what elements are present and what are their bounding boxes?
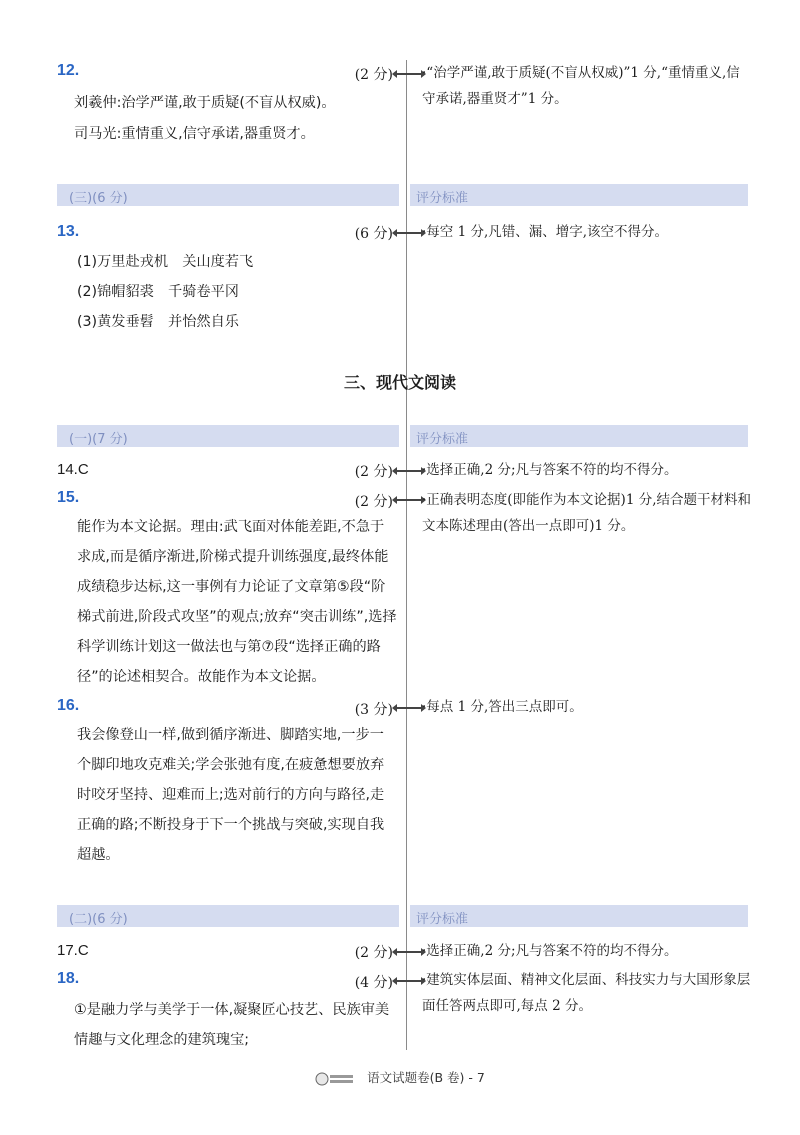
question-16-criteria: ·每点 1 分,答出三点即可。	[422, 699, 583, 715]
question-18-number: 18.	[57, 970, 80, 987]
criteria-band-b-label: 评分标准	[416, 912, 469, 927]
double-arrow-icon	[396, 73, 422, 75]
section-band-a-label: (一)(7 分)	[69, 432, 128, 447]
question-15-criteria: ·正确表明态度(即能作为本文论据)1 分,结合题干材料和文本陈述理由(答出一点即可)1 分。	[422, 492, 751, 534]
question-16-answer: 我会像登山一样,做到循序渐进、脚踏实地,一步一个脚印地攻克难关;学会张弛有度,在疲惫想要放弃时咬牙坚持、迎难而上;选对前行的方向与路径,走正确的路;不断投身于下一个挑战与突破,实现自我超越。	[77, 727, 385, 863]
question-12-number: 12.	[57, 62, 80, 79]
footer-page-label: 语文试题卷(B 卷) - 7	[367, 1070, 485, 1085]
question-15-answer: 能作为本文论据。理由:武飞面对体能差距,不急于求成,而是循序渐进,阶梯式提升训练强度,最终体能成绩稳步达标,这一事例有力论证了文章第⑤段“阶梯式前进,阶段式攻坚”的观点;放弃“突击训练”,选择科学训练计划这一做法也与第⑦段“选择正确的路径”的论述相契合。故能作为本文论据。	[77, 519, 397, 685]
question-13-number: 13.	[57, 223, 80, 240]
question-12-criteria: ·“治学严谨,敢于质疑(不盲从权威)”1 分,“重情重义,信守承诺,器重贤才”1 分。	[422, 65, 740, 107]
criteria-band-3-label: 评分标准	[416, 191, 469, 206]
question-18-score: (4 分)	[354, 975, 393, 991]
section-band-3-label: (三)(6 分)	[69, 191, 128, 206]
criteria-band-a	[410, 425, 748, 447]
section-band-b	[57, 905, 399, 927]
question-13-answer-2: (2)锦帽貂裘 千骑卷平冈	[77, 284, 239, 300]
question-14-score: (2 分)	[354, 464, 393, 480]
double-arrow-icon	[396, 951, 422, 953]
question-13-criteria: ·每空 1 分,凡错、漏、增字,该空不得分。	[422, 224, 669, 240]
criteria-band-b	[410, 905, 748, 927]
question-18-answer: ①是融力学与美学于一体,凝聚匠心技艺、民族审美情趣与文化理念的建筑瑰宝;	[74, 1002, 390, 1048]
question-12-answer-line-2: 司马光:重情重义,信守承诺,器重贤才。	[74, 126, 315, 142]
question-13-answer-3: (3)黄发垂髫 并怡然自乐	[77, 314, 239, 330]
section-band-a	[57, 425, 399, 447]
double-arrow-icon	[396, 499, 422, 501]
question-14-criteria: ·选择正确,2 分;凡与答案不符的均不得分。	[422, 462, 678, 478]
question-13-answer-1: (1)万里赴戎机 关山度若飞	[77, 254, 254, 270]
question-17-answer: 17.C	[57, 942, 89, 959]
question-14-answer: 14.C	[57, 461, 89, 478]
question-16-score: (3 分)	[354, 702, 393, 718]
question-12-score: (2 分)	[354, 67, 393, 83]
question-15-number: 15.	[57, 489, 80, 506]
section-band-3	[57, 184, 399, 206]
double-arrow-icon	[396, 707, 422, 709]
column-divider	[406, 60, 407, 1050]
question-17-score: (2 分)	[354, 945, 393, 961]
double-arrow-icon	[396, 232, 422, 234]
question-17-criteria: ·选择正确,2 分;凡与答案不符的均不得分。	[422, 943, 678, 959]
brand-logo-icon	[315, 1071, 355, 1087]
double-arrow-icon	[396, 470, 422, 472]
double-arrow-icon	[396, 980, 422, 982]
question-15-score: (2 分)	[354, 494, 393, 510]
question-16-number: 16.	[57, 697, 80, 714]
section-band-b-label: (二)(6 分)	[69, 912, 128, 927]
question-13-score: (6 分)	[354, 226, 393, 242]
question-18-criteria: ·建筑实体层面、精神文化层面、科技实力与大国形象层面任答两点即可,每点 2 分。	[422, 972, 751, 1014]
criteria-band-3	[410, 184, 748, 206]
criteria-band-a-label: 评分标准	[416, 432, 469, 447]
section-title: 三、现代文阅读	[343, 373, 456, 392]
page-footer	[0, 1068, 800, 1087]
question-12-answer-line-1: 刘羲仲:治学严谨,敢于质疑(不盲从权威)。	[74, 95, 336, 111]
